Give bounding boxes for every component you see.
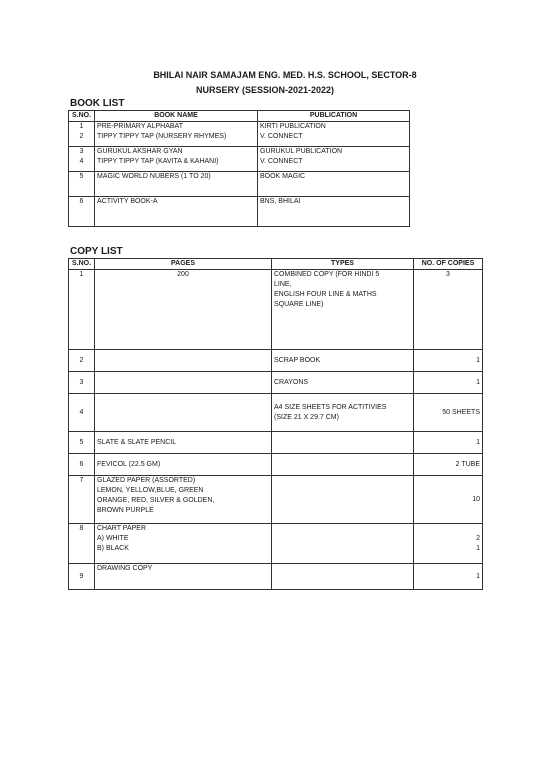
- book-group-row: [69, 122, 410, 147]
- copy-count-cell: [414, 350, 483, 372]
- book-entry-text: BNS, BHILAI: [260, 198, 301, 205]
- copy-row: [69, 524, 483, 564]
- copy-pages-cell: [95, 394, 272, 432]
- book-entry-text: 3: [79, 148, 84, 155]
- copy-types-cell: [272, 350, 414, 372]
- book-name-cell: [95, 147, 258, 172]
- copy-count-cell: [414, 454, 483, 476]
- book-sno-cell: [69, 147, 95, 172]
- book-entry-text: GURUKUL PUBLICATION: [260, 148, 343, 155]
- copy-count-line: 1: [476, 545, 480, 552]
- book-entry-text: ACTIVITY BOOK-A: [97, 198, 158, 205]
- copy-row: [69, 564, 483, 590]
- copy-types-cell: [272, 524, 414, 564]
- copy-sno-text: 5: [79, 438, 84, 446]
- book-name-cell: [95, 197, 258, 227]
- book-entry-text: PRE-PRIMARY ALPHABAT: [97, 123, 183, 130]
- book-entry-text: 4: [79, 158, 84, 165]
- copy-types-cell: [272, 476, 414, 524]
- book-entry-text: V. CONNECT: [260, 158, 303, 165]
- copy-pages-line: A) WHITE: [97, 535, 129, 542]
- book-sno-cell: [69, 172, 95, 197]
- copy-count-line: 2: [476, 535, 480, 542]
- copy-count-cell: [414, 432, 483, 454]
- book-entry-text: 6: [79, 198, 84, 205]
- copy-count-line: 2 TUBE: [455, 460, 480, 468]
- school-name: BHILAI NAIR SAMAJAM ENG. MED. H.S. SCHOOL, SECTOR-8: [153, 70, 417, 80]
- copy-sno-cell: [69, 524, 95, 564]
- copy-sno-cell: [69, 564, 95, 590]
- book-group-row: [69, 197, 410, 227]
- book-entry-text: TIPPY TIPPY TAP (NURSERY RHYMES): [97, 133, 227, 140]
- copy-sno-text: 7: [79, 477, 84, 484]
- copy-row: [69, 454, 483, 476]
- book-list-table: [68, 110, 410, 227]
- copy-row: [69, 476, 483, 524]
- book-group-row: [69, 147, 410, 172]
- col-sno: S.NO.: [69, 111, 95, 122]
- copy-pages-line: GLAZED PAPER (ASSORTED): [97, 477, 196, 484]
- copy-pages-cell: [95, 454, 272, 476]
- book-entry-text: GURUKUL AKSHAR GYAN: [97, 148, 183, 155]
- copy-sno-cell: [69, 372, 95, 394]
- copy-row: [69, 372, 483, 394]
- copy-sno-text: 2: [79, 356, 84, 364]
- copy-types-line: SQUARE LINE): [274, 301, 324, 308]
- copy-row: [69, 432, 483, 454]
- copy-types-line: A4 SIZE SHEETS FOR ACTITIVIES: [274, 403, 387, 411]
- copy-sno-text: 8: [79, 525, 84, 532]
- copy-types-line: CRAYONS: [274, 378, 309, 386]
- col-pages: PAGES: [95, 259, 272, 270]
- copy-types-cell: [272, 432, 414, 454]
- col-types: TYPES: [272, 259, 414, 270]
- book-publication-cell: [258, 172, 410, 197]
- copy-types-line: LINE,: [274, 281, 292, 288]
- book-publication-cell: [258, 122, 410, 147]
- book-entry-text: MAGIC WORLD NUBERS (1 TO 20): [97, 173, 211, 180]
- copy-row: [69, 270, 483, 350]
- copy-sno-text: 9: [79, 572, 84, 580]
- book-entry-text: BOOK MAGIC: [260, 173, 306, 180]
- copy-sno-text: 1: [79, 271, 84, 278]
- copy-count-cell: [414, 270, 483, 350]
- copy-sno-text: 4: [79, 408, 84, 416]
- copy-pages-line: LEMON, YELLOW,BLUE, GREEN: [97, 487, 204, 494]
- book-entry-text: TIPPY TIPPY TAP (KAVITA & KAHANI): [97, 158, 219, 165]
- copy-count-line: 10: [472, 495, 480, 503]
- copy-count-line: 3: [446, 271, 450, 278]
- copy-types-line: COMBINED COPY (FOR HINDI 5: [274, 271, 380, 278]
- copy-sno-cell: [69, 394, 95, 432]
- copy-pages-cell: [95, 564, 272, 590]
- book-group-row: [69, 172, 410, 197]
- copy-pages-line: B) BLACK: [97, 545, 129, 552]
- copy-types-line: SCRAP BOOK: [274, 356, 321, 364]
- copy-row: [69, 394, 483, 432]
- copy-pages-line: FEVICOL (22.5 GM): [97, 460, 161, 468]
- copy-count-line: [416, 524, 480, 534]
- copy-count-cell: [414, 564, 483, 590]
- copy-pages-cell: [95, 350, 272, 372]
- copy-count-line: 50 SHEETS: [442, 408, 480, 416]
- copy-pages-line: CHART PAPER: [97, 525, 147, 532]
- copy-pages-cell: [95, 432, 272, 454]
- copy-sno-cell: [69, 350, 95, 372]
- book-sno-cell: [69, 122, 95, 147]
- copy-types-cell: [272, 454, 414, 476]
- col-copies: NO. OF COPIES: [414, 259, 483, 270]
- copy-pages-cell: [95, 270, 272, 350]
- copy-count-cell: [414, 372, 483, 394]
- copy-list-header: [69, 259, 483, 270]
- copy-pages-cell: [95, 524, 272, 564]
- copy-types-cell: [272, 564, 414, 590]
- book-entry-text: V. CONNECT: [260, 133, 303, 140]
- col-sno: S.NO.: [69, 259, 95, 270]
- copy-sno-cell: [69, 270, 95, 350]
- book-name-cell: [95, 172, 258, 197]
- book-entry-text: 1: [79, 123, 84, 130]
- copy-sno-cell: [69, 432, 95, 454]
- copy-types-line: ENGLISH FOUR LINE & MATHS: [274, 291, 377, 298]
- copy-types-cell: [272, 372, 414, 394]
- copy-pages-line: ORANGE, RED, SILVER & GOLDEN,: [97, 497, 215, 504]
- book-list-header: [69, 111, 410, 122]
- book-publication-cell: [258, 197, 410, 227]
- copy-sno-cell: [69, 476, 95, 524]
- copy-pages-cell: [95, 372, 272, 394]
- copy-sno-text: 6: [79, 460, 84, 468]
- copy-count-line: 1: [476, 572, 480, 580]
- copy-row: [69, 350, 483, 372]
- book-name-cell: [95, 122, 258, 147]
- copy-count-line: 1: [476, 438, 480, 446]
- copy-types-cell: [272, 270, 414, 350]
- copy-sno-text: 3: [79, 378, 84, 386]
- copy-types-line: (SIZE 21 X 29.7 CM): [274, 413, 339, 421]
- copy-count-cell: [414, 476, 483, 524]
- book-entry-text: 2: [79, 133, 84, 140]
- copy-count-line: 1: [476, 378, 480, 386]
- copy-pages-line: SLATE & SLATE PENCIL: [97, 438, 177, 446]
- class-session: NURSERY (SESSION-2021-2022): [195, 85, 335, 95]
- book-publication-cell: [258, 147, 410, 172]
- copy-list-title: COPY LIST: [70, 246, 123, 257]
- copy-types-cell: [272, 394, 414, 432]
- col-publication: PUBLICATION: [258, 111, 410, 122]
- col-book-name: BOOK NAME: [95, 111, 258, 122]
- copy-pages-line: 200: [177, 271, 189, 278]
- copy-sno-cell: [69, 454, 95, 476]
- copy-list-table: [68, 258, 483, 590]
- copy-pages-cell: [95, 476, 272, 524]
- copy-count-cell: [414, 394, 483, 432]
- book-entry-text: 5: [79, 173, 84, 180]
- copy-count-line: 1: [476, 356, 480, 364]
- book-list-title: BOOK LIST: [70, 98, 125, 109]
- book-sno-cell: [69, 197, 95, 227]
- copy-pages-line: DRAWING COPY: [97, 565, 153, 572]
- copy-count-cell: [414, 524, 483, 564]
- book-entry-text: KIRTI PUBLICATION: [260, 123, 326, 130]
- copy-pages-line: BROWN PURPLE: [97, 507, 154, 514]
